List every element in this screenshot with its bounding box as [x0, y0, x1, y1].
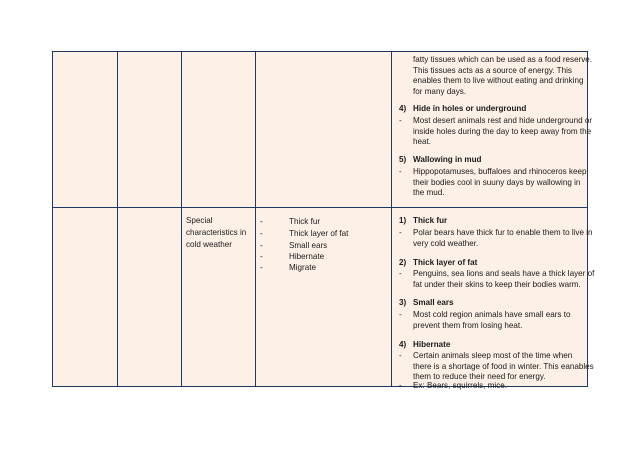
item-number: 5)	[399, 155, 407, 164]
bullet-text: Thick layer of fat	[289, 229, 349, 238]
item-heading: Wallowing in mud	[413, 155, 482, 164]
row-label-line: cold weather	[186, 240, 232, 249]
continuation-line: fatty tissues which can be used as a food reserve.	[413, 55, 593, 64]
bullet-dash: -	[260, 217, 263, 226]
column-divider	[181, 51, 182, 387]
item-line: Hippopotamuses, buffaloes and rhinoceros keep	[413, 167, 587, 176]
item-line: Most cold region animals have small ears to	[413, 310, 571, 319]
continuation-line: for many days.	[413, 86, 467, 96]
item-dash: -	[399, 310, 402, 319]
item-line: heat.	[413, 137, 432, 146]
bullet-text: Small ears	[289, 241, 328, 250]
item-number: 1)	[399, 216, 407, 225]
row-divider	[52, 207, 588, 208]
item-dash: -	[399, 269, 402, 278]
bullet-dash: -	[260, 263, 263, 272]
item-heading: Thick fur	[413, 216, 448, 225]
bullet-dash: -	[260, 229, 263, 238]
column-divider	[391, 51, 392, 387]
item-line: Most desert animals rest and hide underground or	[413, 116, 593, 125]
bullet-text: Migrate	[289, 263, 316, 272]
continuation-line: enables them to live without eating and drinking	[413, 76, 584, 85]
column-divider	[117, 51, 118, 387]
item-heading: Hide in holes or underground	[413, 104, 527, 113]
item-line: inside holes during the day to keep away from the	[413, 126, 592, 136]
bullet-text: Hibernate	[289, 252, 325, 261]
item-line: them to reduce their need for energy.	[413, 372, 546, 381]
item-line: Ex: Bears, squirrels, mice.	[413, 381, 508, 390]
row-label-line: Special	[186, 216, 213, 225]
item-line: prevent them from losing heat.	[413, 320, 523, 330]
item-line: fat under their skins to keep their bodies warm.	[413, 279, 581, 289]
item-dash: -	[399, 381, 402, 390]
item-number: 4)	[399, 340, 407, 349]
item-number: 3)	[399, 298, 407, 307]
item-number: 2)	[399, 258, 407, 267]
item-line: Penguins, sea lions and seals have a thick layer of	[413, 269, 595, 278]
bullet-dash: -	[260, 241, 263, 250]
item-dash: -	[399, 228, 402, 237]
item-line: Certain animals sleep most of the time when	[413, 351, 573, 360]
item-line: very cold weather.	[413, 238, 479, 248]
item-dash: -	[399, 116, 402, 125]
item-line: Polar bears have thick fur to enable them to live in	[413, 228, 593, 237]
column-divider	[255, 51, 256, 387]
item-number: 4)	[399, 104, 407, 113]
row-label-line: characteristics in	[186, 228, 247, 237]
item-heading: Small ears	[413, 298, 454, 307]
item-dash: -	[399, 167, 402, 176]
bullet-dash: -	[260, 252, 263, 261]
item-line: there is a shortage of food in winter. This eanables	[413, 361, 594, 371]
item-heading: Thick layer of fat	[413, 258, 478, 267]
item-dash: -	[399, 351, 402, 360]
item-line: the mud.	[413, 188, 445, 197]
bullet-text: Thick fur	[289, 217, 321, 226]
item-line: their bodies cool in suuny days by wallowing in	[413, 177, 581, 187]
continuation-line: This tissues acts as a source of energy. This	[413, 65, 572, 75]
item-heading: Hibernate	[413, 340, 451, 349]
